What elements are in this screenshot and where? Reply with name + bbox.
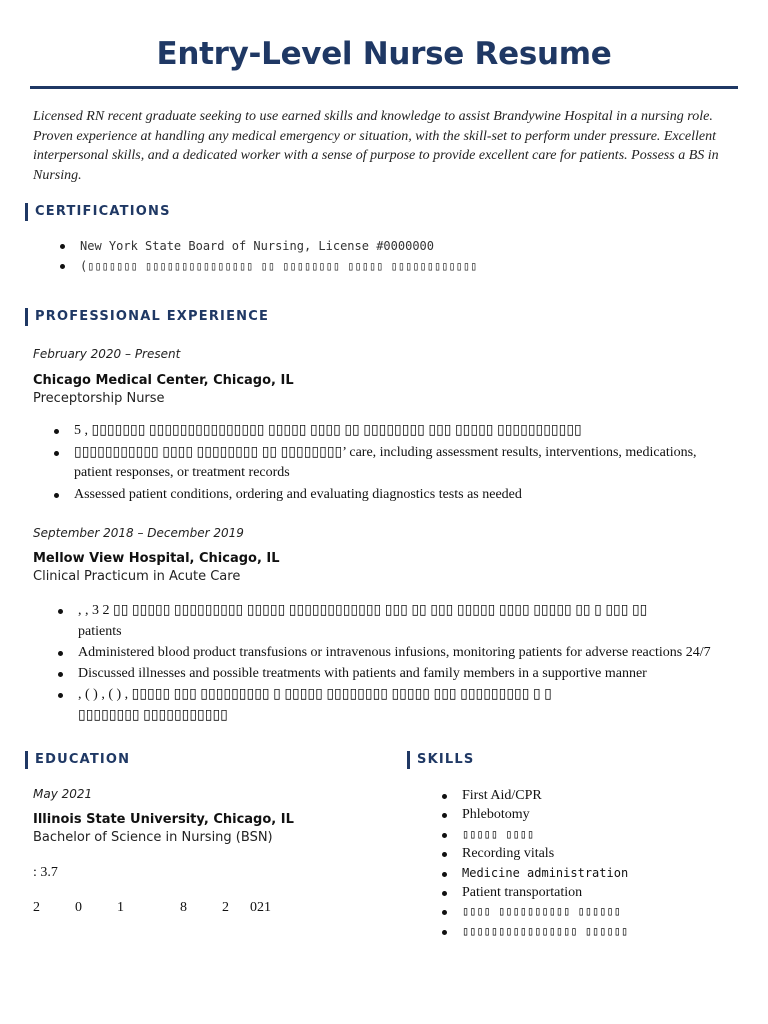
job-dates: February 2020 – Present [33, 347, 181, 361]
education-degree: Bachelor of Science in Nursing (BSN) [33, 830, 273, 845]
skill-item: ▯▯▯▯▯ ▯▯▯▯ [439, 825, 628, 844]
skill-item: Phlebotomy [439, 805, 628, 824]
job-bullet: 5 , ▯▯▯▯▯▯▯ ▯▯▯▯▯▯▯▯▯▯▯▯▯▯▯ ▯▯▯▯▯ ▯▯▯▯ ▯▯ ▯▯▯▯▯▯▯▯ ▯▯▯ ▯▯▯▯▯ ▯▯▯▯▯▯▯▯▯▯▯ [51, 421, 731, 441]
education-school: Illinois State University, Chicago, IL [33, 812, 294, 827]
job-role: Clinical Practicum in Acute Care [33, 569, 241, 584]
resume-title: Entry-Level Nurse Resume [156, 36, 612, 72]
job-bullet: Assessed patient conditions, ordering and evaluating diagnostics tests as needed [51, 485, 731, 505]
skill-item: ▯▯▯▯ ▯▯▯▯▯▯▯▯▯▯ ▯▯▯▯▯▯ [439, 902, 628, 921]
skill-item: First Aid/CPR [439, 786, 628, 805]
job-bullets [51, 421, 731, 507]
job-bullet: , , 3 2 ▯▯ ▯▯▯▯▯ ▯▯▯▯▯▯▯▯▯ ▯▯▯▯▯ ▯▯▯▯▯▯▯▯▯▯▯▯ ▯▯▯ ▯▯ ▯▯▯ ▯▯▯▯▯ ▯▯▯▯ ▯▯▯▯▯ ▯▯ ▯ ▯▯▯ ▯▯ [55, 601, 768, 620]
job-bullet: ▯▯▯▯▯▯▯▯▯▯▯ ▯▯▯▯ ▯▯▯▯▯▯▯▯ ▯▯ ▯▯▯▯▯▯▯▯’ care, including assessment results, interventions, medications, patient responses, or treatment records [51, 443, 731, 483]
education-date: May 2021 [33, 787, 93, 801]
job-bullets [55, 601, 768, 727]
certification-item: (▯▯▯▯▯▯▯ ▯▯▯▯▯▯▯▯▯▯▯▯▯▯▯ ▯▯ ▯▯▯▯▯▯▯▯ ▯▯▯▯▯ ▯▯▯▯▯▯▯▯▯▯▯▯ [57, 256, 477, 276]
summary-paragraph: Licensed RN recent graduate seeking to use earned skills and knowledge to assist Brandywine Hospital in a nursing role. Proven experience at handling any medical emergency or situation, with the skill-set to perform under pressure. Excellent interpersonal skills, and a dedicated worker with a sense of purpose to provide excellent care for patients. Possess a BS in Nursing. [33, 109, 719, 183]
job-bullet-continuation: ▯▯▯▯▯▯▯▯ ▯▯▯▯▯▯▯▯▯▯▯ [78, 708, 228, 723]
education-detail: 2 0 1 8 2 021 [33, 900, 271, 915]
job-bullet-continuation: patients [78, 624, 122, 639]
education-gpa: : 3.7 [33, 865, 58, 880]
section-heading-education: EDUCATION [25, 751, 130, 769]
skill-item: Patient transportation [439, 883, 628, 902]
section-heading-skills: SKILLS [407, 751, 474, 769]
title-divider [30, 86, 738, 89]
job-dates: September 2018 – December 2019 [33, 526, 244, 540]
certification-item: New York State Board of Nursing, License #0000000 [57, 236, 477, 256]
skills-list [439, 786, 628, 941]
skill-item: ▯▯▯▯▯▯▯▯▯▯▯▯▯▯▯▯ ▯▯▯▯▯▯ [439, 922, 628, 941]
skill-item: Medicine administration [439, 864, 628, 883]
job-employer: Mellow View Hospital, Chicago, IL [33, 551, 280, 566]
job-bullet: Administered blood product transfusions or intravenous infusions, monitoring patients for adverse reactions 24/7 [55, 643, 768, 662]
job-bullet: Discussed illnesses and possible treatments with patients and family members in a supportive manner [55, 664, 768, 683]
certifications-list [57, 236, 477, 276]
job-employer: Chicago Medical Center, Chicago, IL [33, 373, 294, 388]
job-bullet: , ( ) , ( ) , ▯▯▯▯▯ ▯▯▯ ▯▯▯▯▯▯▯▯▯ ▯ ▯▯▯▯▯ ▯▯▯▯▯▯▯▯ ▯▯▯▯▯ ▯▯▯ ▯▯▯▯▯▯▯▯▯ ▯ ▯ [55, 685, 768, 704]
section-heading-experience: PROFESSIONAL EXPERIENCE [25, 308, 269, 326]
skill-item: Recording vitals [439, 844, 628, 863]
job-role: Preceptorship Nurse [33, 391, 165, 406]
section-heading-certifications: CERTIFICATIONS [25, 203, 171, 221]
